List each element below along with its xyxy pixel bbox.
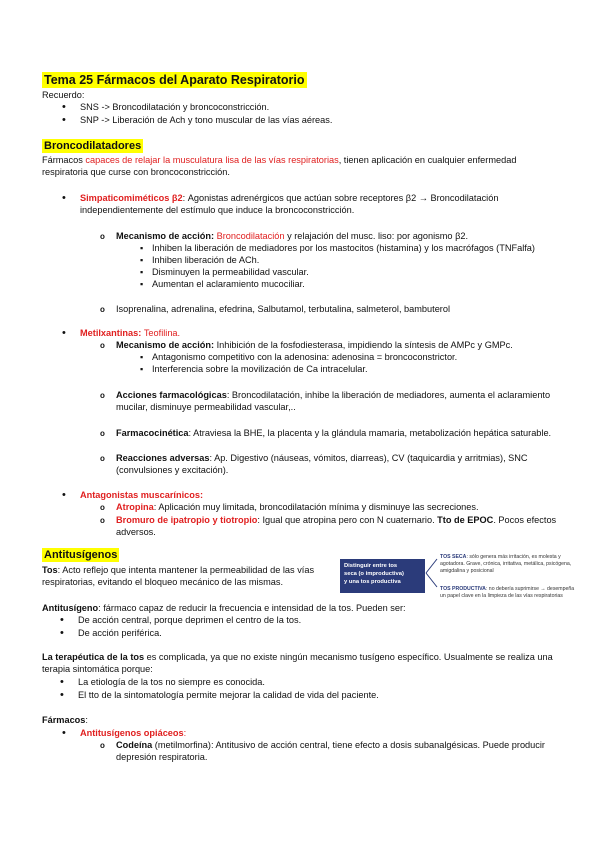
antitusigeno-item: • De acción central, porque deprimen el centro de la tos. — [78, 615, 301, 627]
codeina-item: o Codeína (metilmorfina): Antitusivo de acción central, tiene efecto a dosis subanalgésicas. Puede producir — [116, 740, 576, 752]
opiaceos-item: • Antitusígenos opiáceos: — [80, 728, 186, 740]
bronco-intro-line2: respiratoria que curse con broncoconstricción. — [42, 167, 230, 177]
bromuro-line2: adversos. — [116, 527, 156, 537]
callout-tos-productiva: TOS PRODUCTIVA: no debería suprimirse → desempeña un papel clave en la limpieza de las vías respiratorias — [440, 586, 575, 599]
recuerdo-item: • SNS -> Broncodilatación y broncoconstricción. — [80, 102, 269, 114]
mecanismo-subitem: ▪ Aumentan el aclaramiento mucociliar. — [152, 279, 305, 291]
bromuro-item: o Bromuro de ipatropio y tiotropio: Igual que atropina pero con N cuaternario. Tto de EPOC. Pocos efectos — [116, 515, 576, 527]
section-heading-broncodilatadores: Broncodilatadores — [44, 140, 142, 152]
reacciones-line2: (convulsiones y excitación). — [116, 465, 229, 475]
tos-definition-line2: respiratorias, evitando el bloqueo mecánico de las mismas. — [42, 577, 284, 587]
page-title: Tema 25 Fármacos del Aparato Respiratorio — [44, 73, 305, 87]
acciones-item: o Acciones farmacológicas: Broncodilatación, inhibe la liberación de mediadores, aumenta el aclaramiento — [116, 390, 566, 402]
farmacos-label: Fármacos: — [42, 715, 88, 725]
antitusigeno-definition: Antitusígeno: fármaco capaz de reducir la frecuencia e intensidad de la tos. Pueden ser: — [42, 603, 406, 613]
simpaticomimeticos-item: • Simpaticomiméticos β2: Agonistas adrenérgicos que actúan sobre receptores β2 → Broncodilatación — [80, 193, 560, 205]
atropina-item: o Atropina: Aplicación muy limitada, broncodilatación mínima y disminuye las secreciones. — [116, 502, 566, 514]
drugs-list: o Isoprenalina, adrenalina, efedrina, Salbutamol, terbutalina, salmeterol, bambuterol — [116, 304, 450, 316]
reacciones-item: o Reacciones adversas: Ap. Digestivo (náuseas, vómitos, diarreas), CV (taquicardia y arritmias), SNC — [116, 453, 566, 465]
antagonistas-item: • Antagonistas muscarínicos: — [80, 490, 203, 502]
metil-mecanismo-item: o Mecanismo de acción: Inhibición de la fosfodiesterasa, impidiendo la síntesis de AMPc y GMPc. — [116, 340, 566, 352]
antitusigeno-item: • De acción periférica. — [78, 628, 162, 640]
bronco-intro: Fármacos capaces de relajar la musculatura lisa de las vías respiratorias, tienen aplicación en cualquier enfermedad — [42, 155, 517, 165]
terapeutica-item: • El tto de la sintomatología permite mejorar la calidad de vida del paciente. — [78, 690, 379, 702]
callout-box: Distinguir entre tos seca (o improductiva) y una tos productiva — [340, 559, 425, 593]
metil-mecanismo-subitem: ▪ Interferencia sobre la movilización de Ca intracelular. — [152, 364, 368, 376]
callout-arrows — [425, 553, 439, 593]
terapeutica-line2: terapia sintomática porque: — [42, 664, 153, 674]
metilxantinas-item: • Metilxantinas: Teofilina. — [80, 328, 180, 340]
metil-mecanismo-subitem: ▪ Antagonismo competitivo con la adenosina: adenosina = broncoconstrictor. — [152, 352, 457, 364]
codeina-line2: depresión respiratoria. — [116, 752, 208, 762]
farmacocinetica-item: o Farmacocinética: Atraviesa la BHE, la placenta y la glándula mamaria, metabolización hepática saturable. — [116, 428, 576, 440]
mecanismo-subitem: ▪ Inhiben la liberación de mediadores por los mastocitos (histamina) y los macrófagos (TNFalfa) — [152, 243, 535, 255]
recuerdo-item: • SNP -> Liberación de Ach y tono muscular de las vías aéreas. — [80, 115, 332, 127]
terapeutica-paragraph: La terapéutica de la tos es complicada, ya que no existe ningún mecanismo tusígeno específico. Usualmente se realiza una — [42, 652, 553, 662]
mecanismo-subitem: ▪ Disminuyen la permeabilidad vascular. — [152, 267, 309, 279]
terapeutica-item: • La etiología de la tos no siempre es conocida. — [78, 677, 265, 689]
mecanismo-item: o Mecanismo de acción: Broncodilatación y relajación del musc. liso: por agonismo β2. — [116, 231, 566, 243]
simpaticomimeticos-line2: independientemente del estímulo que induce la broncoconstricción. — [80, 205, 355, 215]
recuerdo-label: Recuerdo: — [42, 90, 85, 100]
section-heading-antitusigenos: Antitusígenos — [44, 549, 118, 561]
tos-definition: Tos: Acto reflejo que intenta mantener la permeabilidad de las vías — [42, 565, 315, 575]
mecanismo-subitem: ▪ Inhiben liberación de ACh. — [152, 255, 259, 267]
callout-tos-seca: TOS SECA: sólo genera más irritación, es molesta y agotadora. Grave, crónica, irritativa, metálica, psicógena, amigdalina y posicional — [440, 554, 572, 574]
acciones-line2: mucilar, disminuye permeabilidad vascular,.. — [116, 402, 296, 412]
